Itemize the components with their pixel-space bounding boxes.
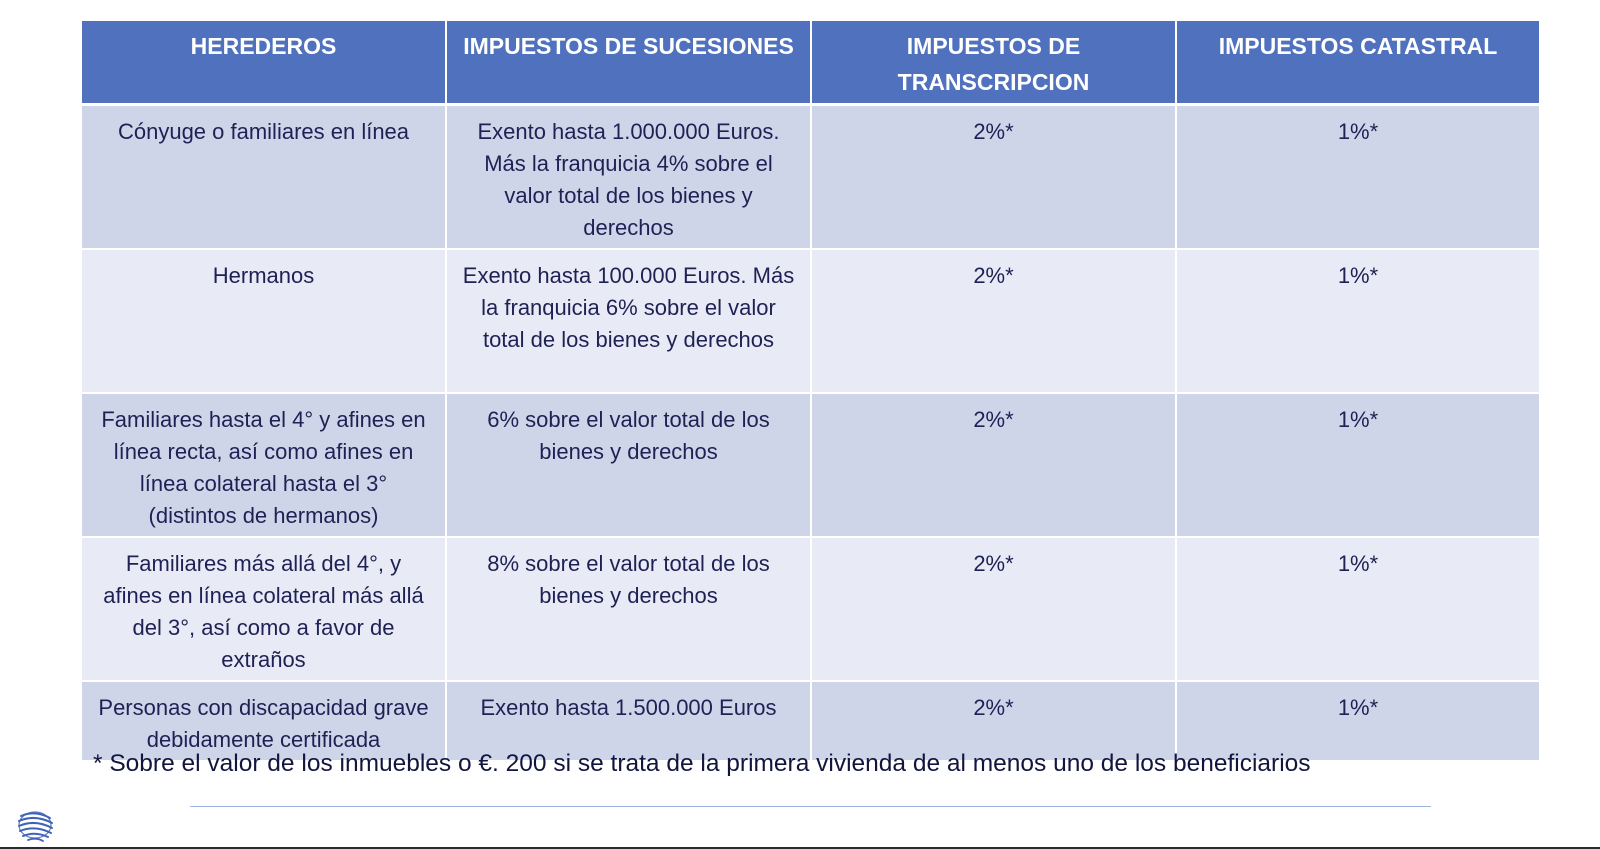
header-sucesiones: IMPUESTOS DE SUCESIONES bbox=[446, 21, 811, 105]
cell-transcripcion: 2%* bbox=[811, 105, 1176, 250]
cell-catastral: 1%* bbox=[1176, 393, 1539, 537]
slide-title-clipped bbox=[82, 0, 1539, 14]
header-catastral: IMPUESTOS CATASTRAL bbox=[1176, 21, 1539, 105]
cell-sucesiones: 6% sobre el valor total de los bienes y derechos bbox=[446, 393, 811, 537]
table-row bbox=[82, 105, 1539, 250]
table-row bbox=[82, 393, 1539, 537]
globe-swirl-icon bbox=[12, 806, 58, 846]
cell-catastral: 1%* bbox=[1176, 249, 1539, 393]
cell-transcripcion: 2%* bbox=[811, 393, 1176, 537]
cell-sucesiones: Exento hasta 1.000.000 Euros. Más la franquicia 4% sobre el valor total de los bienes y derechos bbox=[446, 105, 811, 250]
cell-catastral: 1%* bbox=[1176, 105, 1539, 250]
cell-catastral: 1%* bbox=[1176, 681, 1539, 761]
cell-transcripcion: 2%* bbox=[811, 249, 1176, 393]
cell-catastral: 1%* bbox=[1176, 537, 1539, 681]
cell-herederos: Cónyuge o familiares en línea bbox=[82, 105, 446, 250]
table-row bbox=[82, 537, 1539, 681]
inheritance-tax-table bbox=[82, 21, 1539, 762]
cell-transcripcion: 2%* bbox=[811, 537, 1176, 681]
footnote: * Sobre el valor de los inmuebles o €. 200 si se trata de la primera vivienda de al menos uno de los beneficiarios bbox=[93, 750, 1311, 777]
cell-sucesiones: 8% sobre el valor total de los bienes y derechos bbox=[446, 537, 811, 681]
cell-transcripcion: 2%* bbox=[811, 681, 1176, 761]
cell-herederos: Familiares hasta el 4° y afines en línea recta, así como afines en línea colateral hasta el 3° (distintos de hermanos) bbox=[82, 393, 446, 537]
table-header-row bbox=[82, 21, 1539, 105]
cell-herederos: Familiares más allá del 4°, y afines en línea colateral más allá del 3°, así como a favor de extraños bbox=[82, 537, 446, 681]
table-row bbox=[82, 681, 1539, 761]
header-transcripcion: IMPUESTOS DE TRANSCRIPCION bbox=[811, 21, 1176, 105]
cell-sucesiones: Exento hasta 100.000 Euros. Más la franquicia 6% sobre el valor total de los bienes y derechos bbox=[446, 249, 811, 393]
cell-sucesiones: Exento hasta 1.500.000 Euros bbox=[446, 681, 811, 761]
table-row bbox=[82, 249, 1539, 393]
cell-herederos: Personas con discapacidad grave debidamente certificada bbox=[82, 681, 446, 761]
header-herederos: HEREDEROS bbox=[82, 21, 446, 105]
cell-herederos: Hermanos bbox=[82, 249, 446, 393]
footer-divider bbox=[190, 806, 1431, 807]
